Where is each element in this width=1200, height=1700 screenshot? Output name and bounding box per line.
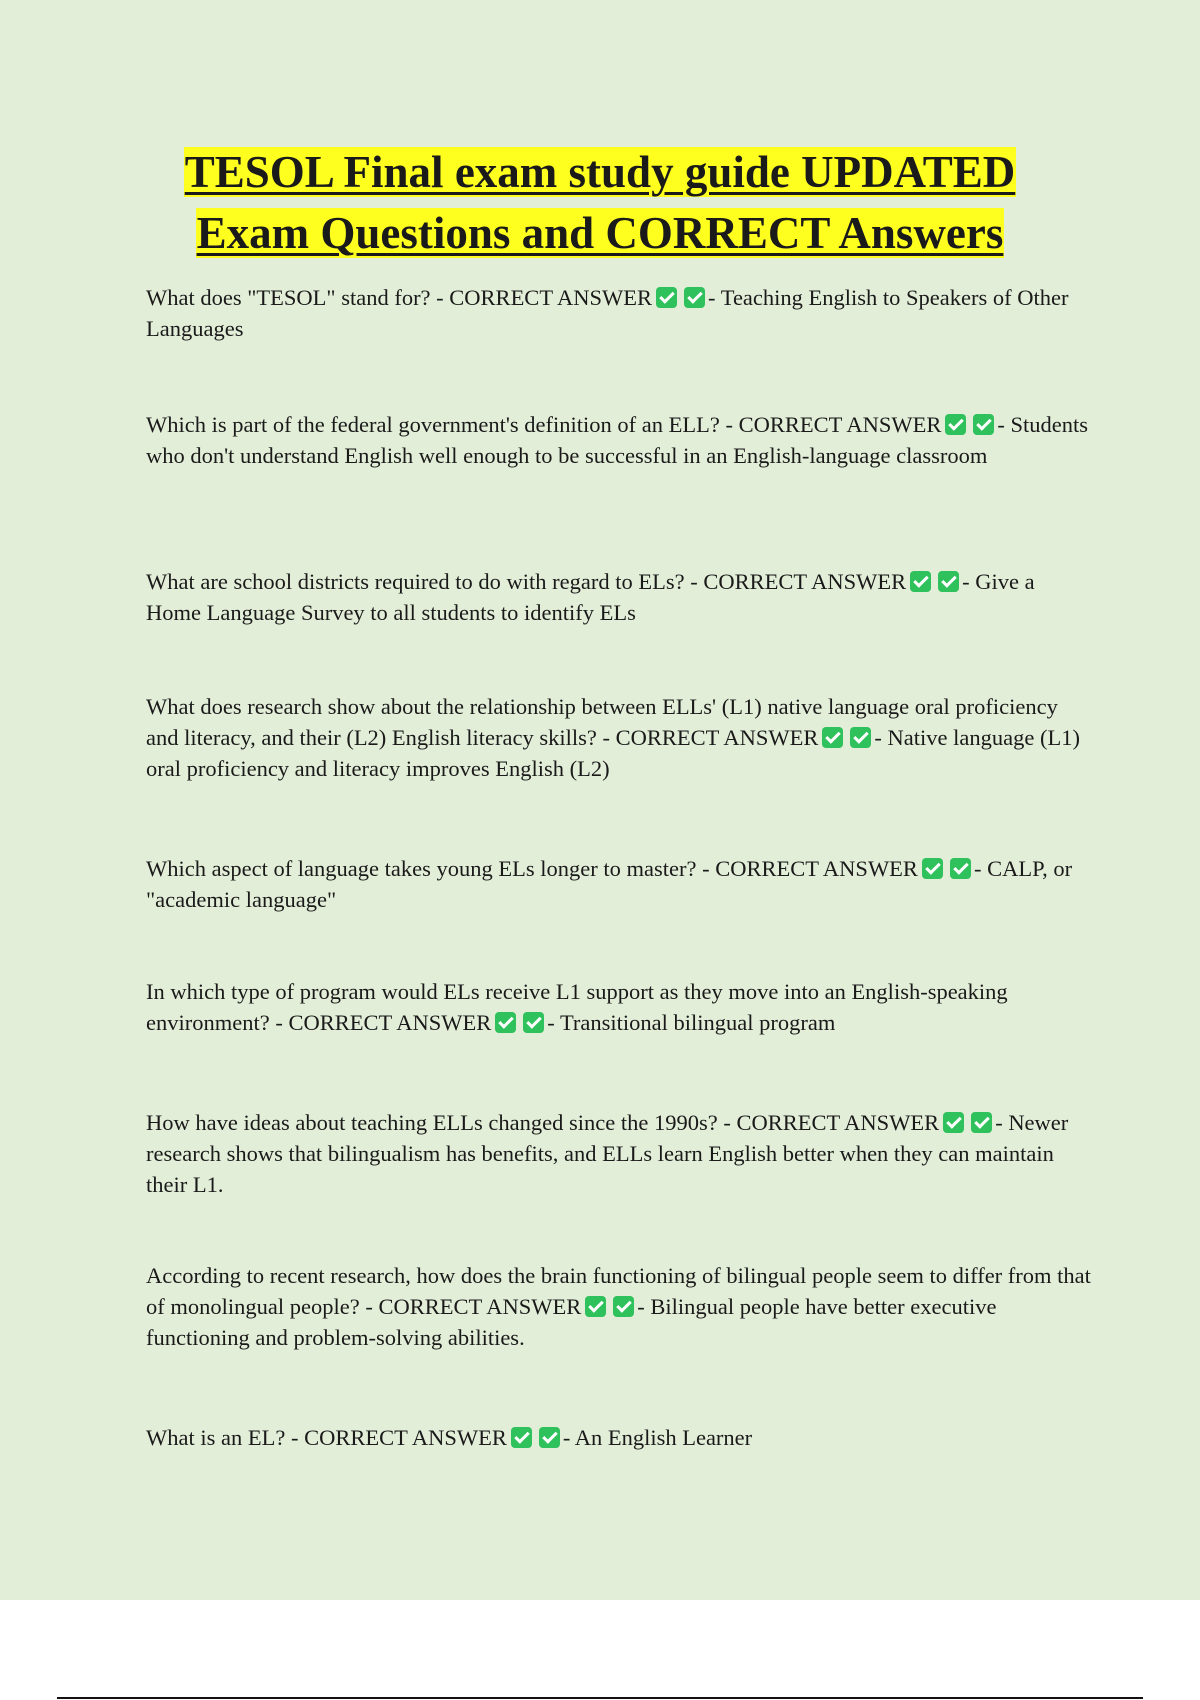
- question-text: In which type of program would ELs receive L1 support as they move into an English-speaking environment?: [146, 979, 1008, 1035]
- question-text: What does research show about the relationship between ELLs' (L1) native language oral proficiency and literacy, and their (L2) English literacy skills?: [146, 694, 1058, 750]
- check-mark-icon: [539, 1427, 560, 1448]
- answer-text: Teaching English to Speakers of Other Languages: [146, 285, 1069, 341]
- check-mark-icon: [973, 414, 994, 435]
- answer-marker: CORRECT ANSWER: [304, 1425, 507, 1450]
- check-mark-icon: [943, 1112, 964, 1133]
- document-title: [0, 142, 1200, 264]
- check-mark-icon: [945, 414, 966, 435]
- check-mark-icon: [511, 1427, 532, 1448]
- question-text: What is an EL?: [146, 1425, 286, 1450]
- check-mark-icon: [495, 1012, 516, 1033]
- answer-text: Native language (L1) oral proficiency and literacy improves English (L2): [146, 725, 1080, 781]
- check-mark-icon: [585, 1296, 606, 1317]
- check-mark-icon: [922, 858, 943, 879]
- answer-marker: CORRECT ANSWER: [449, 285, 653, 310]
- check-mark-icon: [656, 287, 677, 308]
- answer-marker: CORRECT ANSWER: [288, 1010, 492, 1035]
- question-text: How have ideas about teaching ELLs changed since the 1990s?: [146, 1110, 718, 1135]
- check-mark-icon: [613, 1296, 634, 1317]
- qa-item-1: What does "TESOL" stand for? - CORRECT ANSWER - Teaching English to Speakers of Other Languages: [146, 285, 1069, 341]
- question-text: Which aspect of language takes young ELs longer to master?: [146, 856, 697, 881]
- answer-marker: CORRECT ANSWER: [715, 856, 918, 881]
- qa-item-5: Which aspect of language takes young ELs longer to master? - CORRECT ANSWER - CALP, or "academic language": [146, 856, 1073, 912]
- question-text: According to recent research, how does the brain functioning of bilingual people seem to differ from that of monolingual people?: [146, 1263, 1091, 1319]
- qa-item-8: According to recent research, how does the brain functioning of bilingual people seem to differ from that of monolingual people? - CORRECT ANSWER - Bilingual people have better executive functioning and problem-solving abilities.: [146, 1263, 1091, 1350]
- check-mark-icon: [684, 287, 705, 308]
- check-mark-icon: [950, 858, 971, 879]
- check-mark-icon: [910, 571, 931, 592]
- question-text: What are school districts required to do with regard to ELs?: [146, 569, 685, 594]
- check-mark-icon: [523, 1012, 544, 1033]
- qa-item-4: What does research show about the relationship between ELLs' (L1) native language oral proficiency and literacy, and their (L2) English literacy skills? - CORRECT ANSWER - Native language (L1) oral proficiency and literacy improves English (L2): [146, 694, 1080, 781]
- answer-text: Transitional bilingual program: [559, 1010, 836, 1035]
- check-mark-icon: [938, 571, 959, 592]
- answer-text: An English Learner: [574, 1425, 753, 1450]
- title-line-1: TESOL Final exam study guide UPDATED: [184, 147, 1016, 197]
- check-mark-icon: [971, 1112, 992, 1133]
- question-text: What does "TESOL" stand for?: [146, 285, 431, 310]
- qa-item-6: In which type of program would ELs receive L1 support as they move into an English-speaking environment? - CORRECT ANSWER - Transitional bilingual program: [146, 979, 1008, 1035]
- title-line-2: Exam Questions and CORRECT Answers: [196, 208, 1004, 258]
- answer-marker: CORRECT ANSWER: [615, 725, 819, 750]
- answer-marker: CORRECT ANSWER: [736, 1110, 940, 1135]
- answer-marker: CORRECT ANSWER: [703, 569, 907, 594]
- answer-text: Give a Home Language Survey to all students to identify ELs: [146, 569, 1035, 625]
- answer-text: Students who don't understand English well enough to be successful in an English-language classroom: [146, 412, 1088, 468]
- answer-text: Newer research shows that bilingualism has benefits, and ELLs learn English better when they can maintain their L1.: [146, 1110, 1069, 1197]
- answer-marker: CORRECT ANSWER: [378, 1294, 582, 1319]
- qa-item-7: How have ideas about teaching ELLs changed since the 1990s? - CORRECT ANSWER - Newer research shows that bilingualism has benefits, and ELLs learn English better when they can maintain their L1.: [146, 1110, 1069, 1197]
- answer-marker: CORRECT ANSWER: [738, 412, 942, 437]
- footer-divider: [57, 1697, 1143, 1699]
- qa-item-2: Which is part of the federal government's definition of an ELL? - CORRECT ANSWER - Students who don't understand English well enough to be successful in an English-language classroom: [146, 412, 1088, 468]
- question-text: Which is part of the federal government's definition of an ELL?: [146, 412, 720, 437]
- check-mark-icon: [822, 727, 843, 748]
- answer-text: Bilingual people have better executive functioning and problem-solving abilities.: [146, 1294, 997, 1350]
- check-mark-icon: [850, 727, 871, 748]
- answer-text: CALP, or "academic language": [146, 856, 1073, 912]
- qa-item-9: What is an EL? - CORRECT ANSWER - An English Learner: [146, 1425, 753, 1450]
- qa-item-3: What are school districts required to do with regard to ELs? - CORRECT ANSWER - Give a Home Language Survey to all students to identify ELs: [146, 569, 1035, 625]
